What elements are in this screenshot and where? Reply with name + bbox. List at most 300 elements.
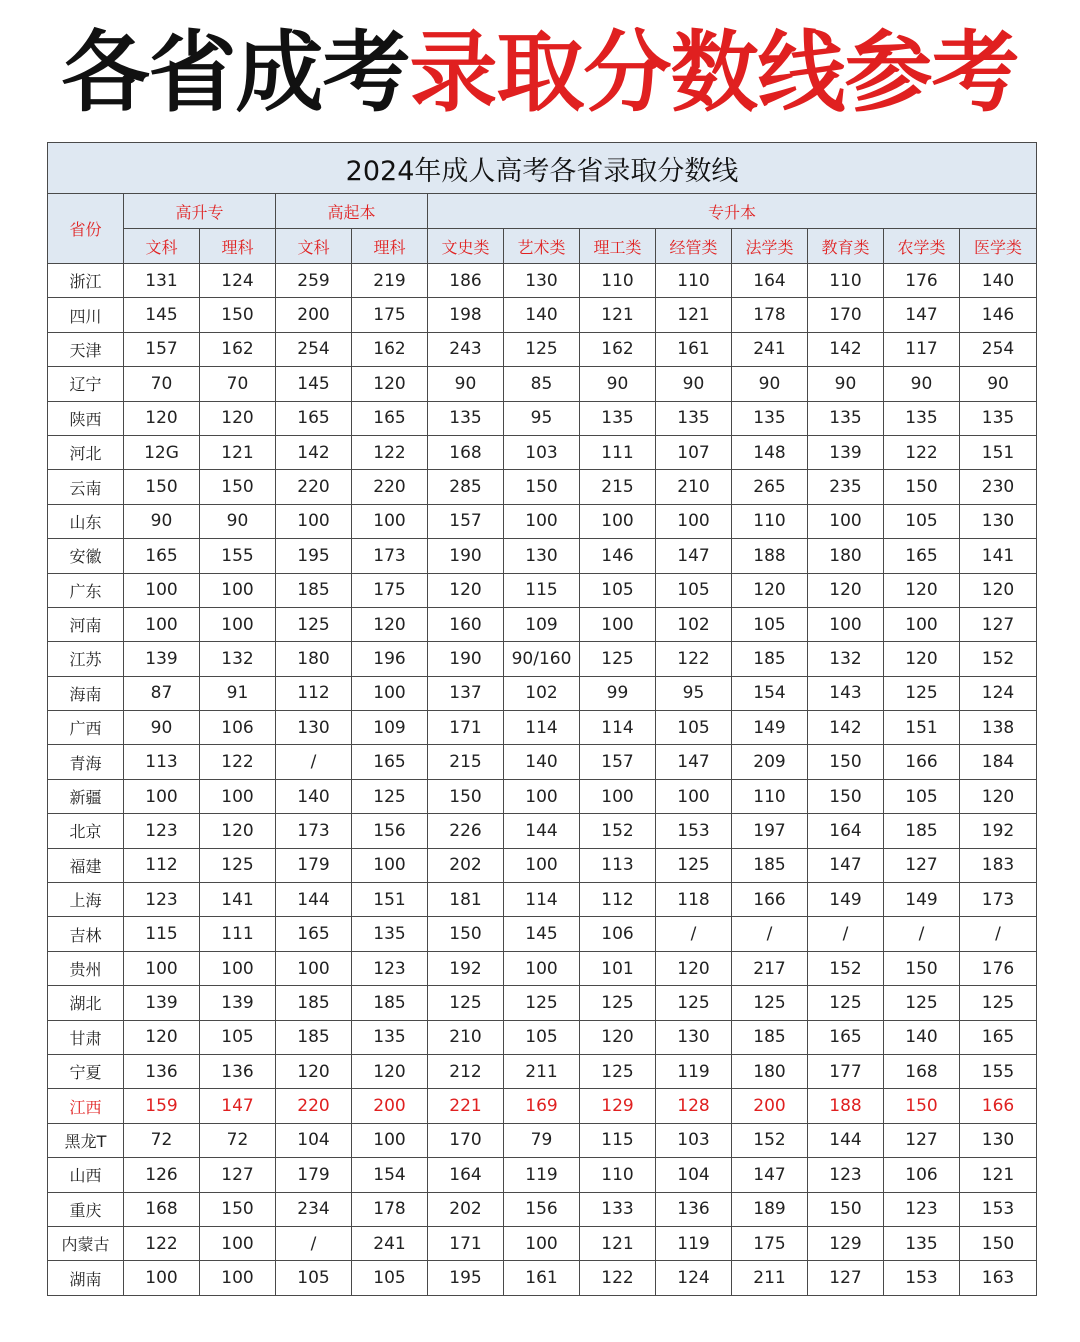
score-cell: 157 — [580, 745, 656, 779]
score-cell: 151 — [352, 883, 428, 917]
score-cell: 156 — [352, 814, 428, 848]
score-cell: 104 — [276, 1123, 352, 1157]
score-cell: 99 — [580, 676, 656, 710]
score-cell: 124 — [200, 264, 276, 298]
column-header: 教育类 — [808, 229, 884, 264]
score-cell: 110 — [580, 1158, 656, 1192]
score-cell: 149 — [884, 883, 960, 917]
score-cell: 107 — [656, 435, 732, 469]
score-cell: 179 — [276, 848, 352, 882]
score-cell: 161 — [656, 332, 732, 366]
score-cell: 135 — [352, 1020, 428, 1054]
score-cell: 110 — [656, 264, 732, 298]
score-cell: 125 — [884, 986, 960, 1020]
province-cell: 江苏 — [48, 642, 124, 676]
score-cell: 146 — [580, 539, 656, 573]
score-cell: 150 — [884, 951, 960, 985]
score-cell: 120 — [428, 573, 504, 607]
score-cell: 150 — [124, 470, 200, 504]
score-cell: 190 — [428, 539, 504, 573]
score-cell: 209 — [732, 745, 808, 779]
column-header: 经管类 — [656, 229, 732, 264]
score-cell: 120 — [884, 573, 960, 607]
score-cell: 114 — [580, 711, 656, 745]
score-cell: 130 — [504, 264, 580, 298]
score-cell: 120 — [352, 1054, 428, 1088]
score-cell: 168 — [428, 435, 504, 469]
score-cell: 200 — [352, 1089, 428, 1123]
score-cell: 139 — [808, 435, 884, 469]
score-cell: 110 — [808, 264, 884, 298]
score-cell: 142 — [276, 435, 352, 469]
score-cell: 103 — [656, 1123, 732, 1157]
score-cell: / — [656, 917, 732, 951]
score-cell: 162 — [352, 332, 428, 366]
score-cell: 130 — [960, 504, 1037, 538]
score-cell: 161 — [504, 1261, 580, 1295]
score-cell: 211 — [732, 1261, 808, 1295]
score-cell: 100 — [276, 504, 352, 538]
score-cell: 196 — [352, 642, 428, 676]
score-cell: 122 — [200, 745, 276, 779]
score-cell: 12G — [124, 435, 200, 469]
score-cell: 190 — [428, 642, 504, 676]
province-cell: 内蒙古 — [48, 1226, 124, 1260]
score-cell: 150 — [884, 1089, 960, 1123]
column-header: 文史类 — [428, 229, 504, 264]
score-cell: 125 — [960, 986, 1037, 1020]
score-cell: / — [960, 917, 1037, 951]
score-cell: 135 — [808, 401, 884, 435]
score-cell: 123 — [352, 951, 428, 985]
score-cell: 100 — [352, 504, 428, 538]
score-cell: 162 — [580, 332, 656, 366]
score-cell: 143 — [808, 676, 884, 710]
score-cell: 163 — [960, 1261, 1037, 1295]
score-cell: 114 — [504, 883, 580, 917]
score-cell: 138 — [960, 711, 1037, 745]
score-cell: 147 — [808, 848, 884, 882]
table-row — [48, 676, 1037, 710]
headline-black-part: 各省成考 — [61, 21, 410, 124]
score-cell: 136 — [124, 1054, 200, 1088]
score-cell: 118 — [656, 883, 732, 917]
score-cell: 105 — [580, 573, 656, 607]
score-cell: 136 — [200, 1054, 276, 1088]
subheader-row — [48, 229, 1037, 264]
score-cell: 184 — [960, 745, 1037, 779]
score-cell: 123 — [124, 883, 200, 917]
score-cell: 90 — [960, 367, 1037, 401]
score-cell: 177 — [808, 1054, 884, 1088]
score-cell: 254 — [276, 332, 352, 366]
score-cell: / — [276, 745, 352, 779]
score-cell: 180 — [276, 642, 352, 676]
score-cell: 120 — [124, 401, 200, 435]
score-cell: 152 — [808, 951, 884, 985]
score-cell: 127 — [808, 1261, 884, 1295]
score-cell: 210 — [656, 470, 732, 504]
score-cell: 133 — [580, 1192, 656, 1226]
score-cell: 130 — [504, 539, 580, 573]
score-cell: 150 — [200, 1192, 276, 1226]
province-cell: 湖南 — [48, 1261, 124, 1295]
score-cell: 121 — [580, 298, 656, 332]
table-row — [48, 401, 1037, 435]
score-cell: 185 — [884, 814, 960, 848]
province-cell: 四川 — [48, 298, 124, 332]
score-cell: 70 — [200, 367, 276, 401]
score-cell: 100 — [124, 573, 200, 607]
score-cell: 112 — [276, 676, 352, 710]
score-cell: 121 — [960, 1158, 1037, 1192]
score-cell: 120 — [732, 573, 808, 607]
score-cell: 150 — [808, 779, 884, 813]
score-cell: 100 — [580, 504, 656, 538]
score-cell: 120 — [352, 607, 428, 641]
column-header: 法学类 — [732, 229, 808, 264]
score-cell: 198 — [428, 298, 504, 332]
score-cell: 220 — [276, 470, 352, 504]
score-cell: 105 — [276, 1261, 352, 1295]
score-cell: 195 — [428, 1261, 504, 1295]
score-cell: 147 — [884, 298, 960, 332]
column-header: 农学类 — [884, 229, 960, 264]
score-cell: 202 — [428, 848, 504, 882]
table-row — [48, 435, 1037, 469]
score-cell: 150 — [808, 745, 884, 779]
score-cell: 105 — [884, 504, 960, 538]
score-cell: 135 — [428, 401, 504, 435]
score-cell: 105 — [352, 1261, 428, 1295]
score-cell: 125 — [656, 848, 732, 882]
score-cell: 124 — [960, 676, 1037, 710]
score-cell: 100 — [504, 779, 580, 813]
score-cell: 200 — [732, 1089, 808, 1123]
score-cell: 135 — [352, 917, 428, 951]
column-header: 医学类 — [960, 229, 1037, 264]
group-header: 专升本 — [428, 194, 1037, 229]
score-cell: 175 — [732, 1226, 808, 1260]
score-cell: 171 — [428, 1226, 504, 1260]
score-cell: 100 — [124, 951, 200, 985]
score-cell: 180 — [732, 1054, 808, 1088]
score-cell: 127 — [200, 1158, 276, 1192]
score-cell: 102 — [504, 676, 580, 710]
table-row — [48, 986, 1037, 1020]
score-cell: 102 — [656, 607, 732, 641]
score-cell: 124 — [656, 1261, 732, 1295]
score-cell: 100 — [808, 607, 884, 641]
score-cell: 105 — [656, 711, 732, 745]
score-cell: 235 — [808, 470, 884, 504]
score-cell: 141 — [960, 539, 1037, 573]
score-cell: 185 — [732, 642, 808, 676]
score-cell: 115 — [580, 1123, 656, 1157]
score-cell: 185 — [276, 986, 352, 1020]
score-cell: 103 — [504, 435, 580, 469]
score-cell: 142 — [808, 332, 884, 366]
score-cell: 168 — [124, 1192, 200, 1226]
score-cell: 90 — [732, 367, 808, 401]
score-cell: 145 — [504, 917, 580, 951]
score-cell: 166 — [960, 1089, 1037, 1123]
score-cell: 151 — [884, 711, 960, 745]
province-cell: 贵州 — [48, 951, 124, 985]
score-cell: 165 — [276, 401, 352, 435]
score-cell: 113 — [580, 848, 656, 882]
score-cell: 122 — [884, 435, 960, 469]
score-cell: 130 — [656, 1020, 732, 1054]
score-cell: 140 — [884, 1020, 960, 1054]
headline-red-part: 录取分数线参考 — [409, 21, 1019, 124]
score-cell: 110 — [580, 264, 656, 298]
score-cell: 100 — [124, 1261, 200, 1295]
score-cell: 125 — [200, 848, 276, 882]
score-cell: 195 — [276, 539, 352, 573]
score-table — [47, 142, 1037, 1296]
score-cell: / — [884, 917, 960, 951]
score-cell: 125 — [808, 986, 884, 1020]
score-cell: 135 — [656, 401, 732, 435]
province-cell: 湖北 — [48, 986, 124, 1020]
score-cell: 119 — [656, 1054, 732, 1088]
column-header: 理科 — [200, 229, 276, 264]
score-cell: 173 — [276, 814, 352, 848]
score-cell: 140 — [960, 264, 1037, 298]
score-cell: 120 — [200, 401, 276, 435]
score-cell: 70 — [124, 367, 200, 401]
score-cell: 125 — [580, 642, 656, 676]
score-cell: 120 — [656, 951, 732, 985]
score-cell: 72 — [200, 1123, 276, 1157]
table-row — [48, 883, 1037, 917]
score-cell: 175 — [352, 573, 428, 607]
score-cell: 181 — [428, 883, 504, 917]
score-cell: 90 — [656, 367, 732, 401]
table-row — [48, 1261, 1037, 1295]
page-headline — [0, 18, 1080, 128]
table-row — [48, 779, 1037, 813]
score-cell: 123 — [124, 814, 200, 848]
province-cell: 江西 — [48, 1089, 124, 1123]
score-cell: 135 — [884, 401, 960, 435]
score-cell: 152 — [580, 814, 656, 848]
score-cell: 178 — [352, 1192, 428, 1226]
table-row — [48, 1020, 1037, 1054]
score-cell: 91 — [200, 676, 276, 710]
score-cell: 152 — [732, 1123, 808, 1157]
score-cell: 121 — [200, 435, 276, 469]
score-cell: 147 — [656, 745, 732, 779]
score-cell: 95 — [504, 401, 580, 435]
score-cell: 149 — [808, 883, 884, 917]
score-cell: 125 — [580, 1054, 656, 1088]
table-row — [48, 745, 1037, 779]
score-cell: 125 — [504, 986, 580, 1020]
score-cell: 100 — [276, 951, 352, 985]
score-cell: 173 — [352, 539, 428, 573]
table-row — [48, 1054, 1037, 1088]
score-cell: 135 — [580, 401, 656, 435]
province-cell: 甘肃 — [48, 1020, 124, 1054]
score-cell: 100 — [504, 504, 580, 538]
score-cell: 101 — [580, 951, 656, 985]
score-cell: 202 — [428, 1192, 504, 1226]
score-cell: 90 — [200, 504, 276, 538]
score-cell: 211 — [504, 1054, 580, 1088]
score-cell: 165 — [352, 401, 428, 435]
score-cell: 115 — [124, 917, 200, 951]
score-cell: / — [808, 917, 884, 951]
score-cell: 95 — [656, 676, 732, 710]
score-cell: / — [732, 917, 808, 951]
province-cell: 河北 — [48, 435, 124, 469]
table-row — [48, 332, 1037, 366]
score-cell: 106 — [200, 711, 276, 745]
province-cell: 陕西 — [48, 401, 124, 435]
score-cell: 100 — [504, 951, 580, 985]
table-title: 2024年成人高考各省录取分数线 — [48, 143, 1037, 194]
table-row — [48, 1089, 1037, 1123]
score-cell: 125 — [732, 986, 808, 1020]
score-cell: 165 — [124, 539, 200, 573]
score-cell: 139 — [124, 642, 200, 676]
score-cell: 192 — [960, 814, 1037, 848]
column-header: 理科 — [352, 229, 428, 264]
table-row — [48, 1123, 1037, 1157]
score-cell: 120 — [124, 1020, 200, 1054]
score-cell: 100 — [352, 676, 428, 710]
score-cell: 120 — [200, 814, 276, 848]
score-cell: 186 — [428, 264, 504, 298]
score-cell: 122 — [580, 1261, 656, 1295]
score-cell: 72 — [124, 1123, 200, 1157]
score-cell: 215 — [428, 745, 504, 779]
score-cell: 176 — [884, 264, 960, 298]
table-row — [48, 504, 1037, 538]
table-row — [48, 573, 1037, 607]
score-cell: 90 — [884, 367, 960, 401]
score-cell: 160 — [428, 607, 504, 641]
score-cell: 139 — [124, 986, 200, 1020]
table-row — [48, 470, 1037, 504]
score-cell: 117 — [884, 332, 960, 366]
score-cell: 90 — [808, 367, 884, 401]
score-cell: 165 — [808, 1020, 884, 1054]
score-cell: 147 — [656, 539, 732, 573]
score-cell: 136 — [656, 1192, 732, 1226]
score-cell: 105 — [200, 1020, 276, 1054]
score-cell: 132 — [808, 642, 884, 676]
table-body — [48, 264, 1037, 1296]
score-cell: 106 — [580, 917, 656, 951]
province-cell: 广东 — [48, 573, 124, 607]
score-cell: 217 — [732, 951, 808, 985]
table-row — [48, 711, 1037, 745]
column-header: 艺术类 — [504, 229, 580, 264]
province-cell: 河南 — [48, 607, 124, 641]
score-cell: 147 — [732, 1158, 808, 1192]
score-cell: 154 — [352, 1158, 428, 1192]
score-cell: 221 — [428, 1089, 504, 1123]
score-cell: 85 — [504, 367, 580, 401]
province-cell: 重庆 — [48, 1192, 124, 1226]
score-cell: 120 — [276, 1054, 352, 1088]
province-cell: 海南 — [48, 676, 124, 710]
score-cell: 125 — [884, 676, 960, 710]
score-cell: 265 — [732, 470, 808, 504]
score-cell: 185 — [276, 573, 352, 607]
score-cell: 104 — [656, 1158, 732, 1192]
score-cell: 109 — [352, 711, 428, 745]
score-cell: 171 — [428, 711, 504, 745]
score-cell: 285 — [428, 470, 504, 504]
score-cell: 145 — [276, 367, 352, 401]
score-cell: 200 — [276, 298, 352, 332]
score-cell: 100 — [504, 1226, 580, 1260]
score-cell: 110 — [732, 504, 808, 538]
score-cell: 90 — [124, 504, 200, 538]
score-cell: 166 — [884, 745, 960, 779]
table-row — [48, 1226, 1037, 1260]
score-cell: 114 — [504, 711, 580, 745]
score-cell: 166 — [732, 883, 808, 917]
score-cell: 90 — [580, 367, 656, 401]
score-cell: 127 — [884, 848, 960, 882]
table-row — [48, 814, 1037, 848]
score-cell: 215 — [580, 470, 656, 504]
province-cell: 广西 — [48, 711, 124, 745]
province-cell: 吉林 — [48, 917, 124, 951]
score-cell: 226 — [428, 814, 504, 848]
table-row — [48, 917, 1037, 951]
score-cell: 106 — [884, 1158, 960, 1192]
province-cell: 山东 — [48, 504, 124, 538]
score-cell: 120 — [960, 573, 1037, 607]
score-cell: 139 — [200, 986, 276, 1020]
score-cell: 150 — [808, 1192, 884, 1226]
score-cell: 119 — [504, 1158, 580, 1192]
score-cell: 109 — [504, 607, 580, 641]
score-cell: 189 — [732, 1192, 808, 1226]
score-cell: 129 — [808, 1226, 884, 1260]
score-cell: 212 — [428, 1054, 504, 1088]
score-cell: 140 — [504, 298, 580, 332]
score-cell: 149 — [732, 711, 808, 745]
score-cell: 100 — [580, 779, 656, 813]
score-cell: 185 — [276, 1020, 352, 1054]
score-cell: 156 — [504, 1192, 580, 1226]
score-cell: 137 — [428, 676, 504, 710]
score-cell: 100 — [656, 504, 732, 538]
province-cell: 青海 — [48, 745, 124, 779]
score-cell: 121 — [580, 1226, 656, 1260]
score-cell: 159 — [124, 1089, 200, 1123]
table-row — [48, 539, 1037, 573]
score-cell: 168 — [884, 1054, 960, 1088]
score-cell: 128 — [656, 1089, 732, 1123]
score-cell: 243 — [428, 332, 504, 366]
score-cell: 150 — [884, 470, 960, 504]
score-cell: 150 — [200, 470, 276, 504]
score-cell: 153 — [884, 1261, 960, 1295]
table-row — [48, 951, 1037, 985]
score-cell: 130 — [276, 711, 352, 745]
table-row — [48, 367, 1037, 401]
group-header: 高升专 — [124, 194, 276, 229]
score-cell: 150 — [428, 779, 504, 813]
